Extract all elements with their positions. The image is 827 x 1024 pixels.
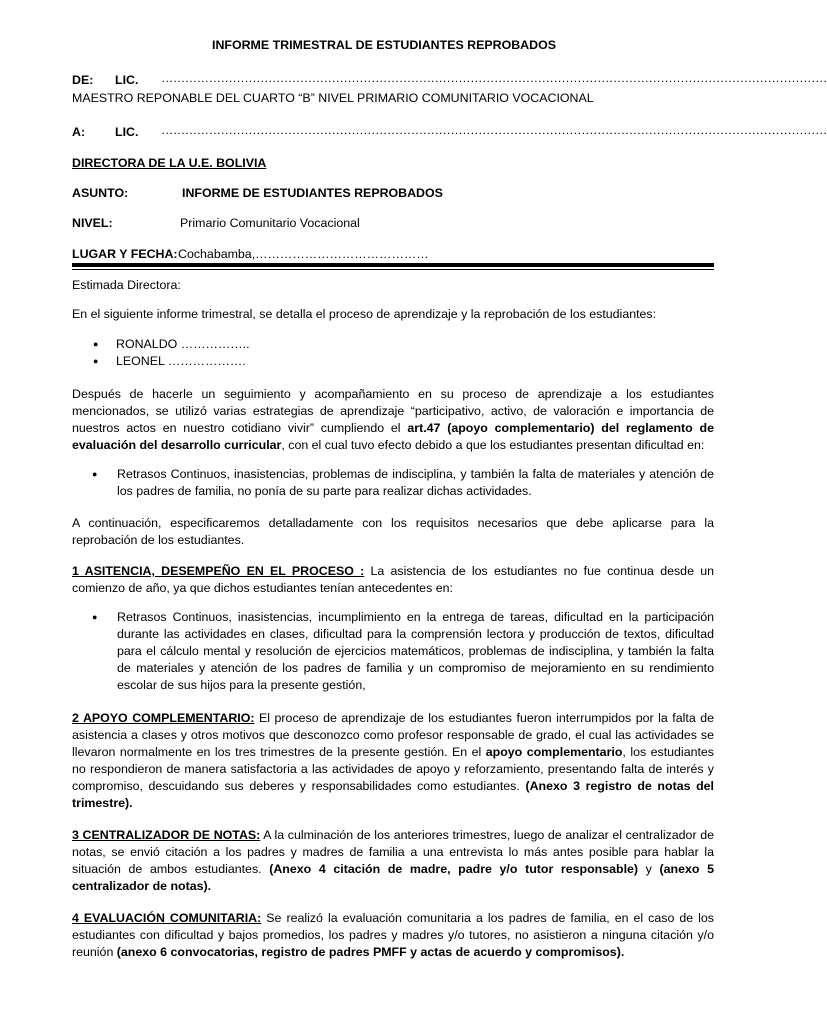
difficulty-list [72,466,714,500]
a-name-blank: …………………………………………………………………………………………………………………………………………………… [161,123,827,137]
paragraph-text: Después de hacerle un seguimiento y acompañamiento en su proceso de aprendizaje a los estudiantes mencionados, se utilizó varias estrategias de aprendizaje “participativo, activo, de valoración e importancia de nuestros actos en nuestro cotidiano vivir” cumpliendo el [72,387,714,435]
section-text: El proceso de aprendizaje de los estudiantes fueron interrumpidos por la falta de asistencia a clases y otros motivos que desconozco como profesor responsable de grado, el cual las actividades se llevaron normalmente en los tres trimestres de la presente gestión. En el [72,711,714,759]
lugar-fecha-value: Cochabamba,…………………………………… [178,247,429,261]
asunto-label: ASUNTO: [72,186,129,200]
section-evaluacion-comunitaria [72,910,714,961]
header-divider-thin [72,269,714,270]
section-asistencia [72,563,714,597]
list-item [72,609,714,694]
list-item [72,353,714,370]
bullet-dot-icon: ● [93,356,99,366]
section-heading: 4 EVALUACIÓN COMUNITARIA: [72,911,262,925]
paragraph-seguimiento [72,386,714,454]
bullet-dot-icon: ● [92,469,98,479]
annex-reference: (Anexo 3 registro de notas del trimestre). [72,779,715,810]
section-apoyo-complementario [72,710,714,812]
emphasis-text: apoyo complementario [485,745,623,759]
annex-reference: (Anexo 4 citación de madre, padre y/o tutor responsable) [269,862,639,876]
document-title: INFORME TRIMESTRAL DE ESTUDIANTES REPROBADOS [212,38,556,52]
a-lic-label: LIC. [115,125,139,139]
nivel-label: NIVEL: [72,216,113,230]
asunto-value: INFORME DE ESTUDIANTES REPROBADOS [182,186,443,200]
intro-paragraph: En el siguiente informe trimestral, se detalla el proceso de aprendizaje y la reprobación de los estudiantes: [72,307,657,321]
bullet-dot-icon: ● [93,339,99,349]
section-text: y [638,862,660,876]
paragraph-continuacion: A continuación, especificaremos detalladamente con los requisitos necesarios que debe aplicarse para la reprobación de los estudiantes. [72,516,714,547]
section-text: La asistencia de los estudiantes no fue continua desde un comienzo de año, ya que dichos estudiantes tenían antecedentes en: [72,564,714,595]
de-name-blank: …………………………………………………………………………………………………………………………………………………… [161,71,827,85]
annex-reference: (anexo 6 convocatorias, registro de padres PMFF y actas de acuerdo y compromisos). [116,945,625,959]
bullet-dot-icon: ● [92,612,98,622]
section-heading: 2 APOYO COMPLEMENTARIO: [72,711,255,725]
lugar-fecha-label: LUGAR Y FECHA: [72,247,178,261]
de-label: DE: [72,73,94,87]
section-text: A la culminación de los anteriores trimestres, luego de analizar el centralizador de notas, se envió citación a los padres y madres de familia a una entrevista lo más antes posible para hablar la situación de ambos estudiantes. [72,828,714,876]
list-item-text: Retrasos Continuos, inasistencias, problemas de indisciplina, y también la falta de materiales y atención de los padres de familia, no ponía de su parte para realizar dichas actividades. [117,467,714,498]
annex-reference: (anexo 5 centralizador de notas). [72,862,714,893]
list-item-text: Retrasos Continuos, inasistencias, incumplimiento en la entrega de tareas, dificultad en la participación durante las actividades en clases, dificultad para la comprensión lectora y producción de textos, dificultad para el cálculo mental y resolución de ejercicios matemáticos, problemas de indisciplina, y también la falta de materiales y atención de los padres de familia y un compromiso de mejoramiento en su rendimiento escolar de sus hijos para la presente gestión, [117,610,714,692]
antecedents-list [72,609,714,694]
list-item [72,336,714,353]
section-heading: 3 CENTRALIZADOR DE NOTAS: [72,828,261,842]
nivel-value: Primario Comunitario Vocacional [180,216,360,230]
student-list [72,336,714,370]
header-divider-thick [72,263,714,267]
recipient-role: DIRECTORA DE LA U.E. BOLIVIA [72,156,267,170]
a-label: A: [72,125,86,139]
greeting: Estimada Directora: [72,278,181,292]
section-centralizador [72,827,714,895]
student-name: RONALDO …………….. [116,337,250,351]
list-item [72,466,714,500]
section-text: Se realizó la evaluación comunitaria a los padres de familia, en el caso de los estudiantes con dificultad y bajos promedios, los padres y madres y/o tutores, no asistieron a ninguna citación y/o reunión [72,911,715,959]
de-lic-label: LIC. [115,73,139,87]
de-role: MAESTRO REPONABLE DEL CUARTO “B” NIVEL PRIMARIO COMUNITARIO VOCACIONAL [72,91,594,105]
student-name: LEONEL ………………. [116,354,246,368]
section-text: , los estudiantes no respondieron de manera satisfactoria a las actividades de apoyo y reforzamiento, presentando falta de interés y compromiso, descuidando sus deberes y responsabilidades como estudiantes. [72,745,715,793]
regulation-reference: art.47 (apoyo complementario) del reglamento de evaluación del desarrollo curricular [72,421,714,452]
paragraph-text: , con el cual tuvo efecto debido a que los estudiantes presentan dificultad en: [281,438,705,452]
section-heading: 1 ASITENCIA, DESEMPEÑO EN EL PROCESO : [72,564,365,578]
